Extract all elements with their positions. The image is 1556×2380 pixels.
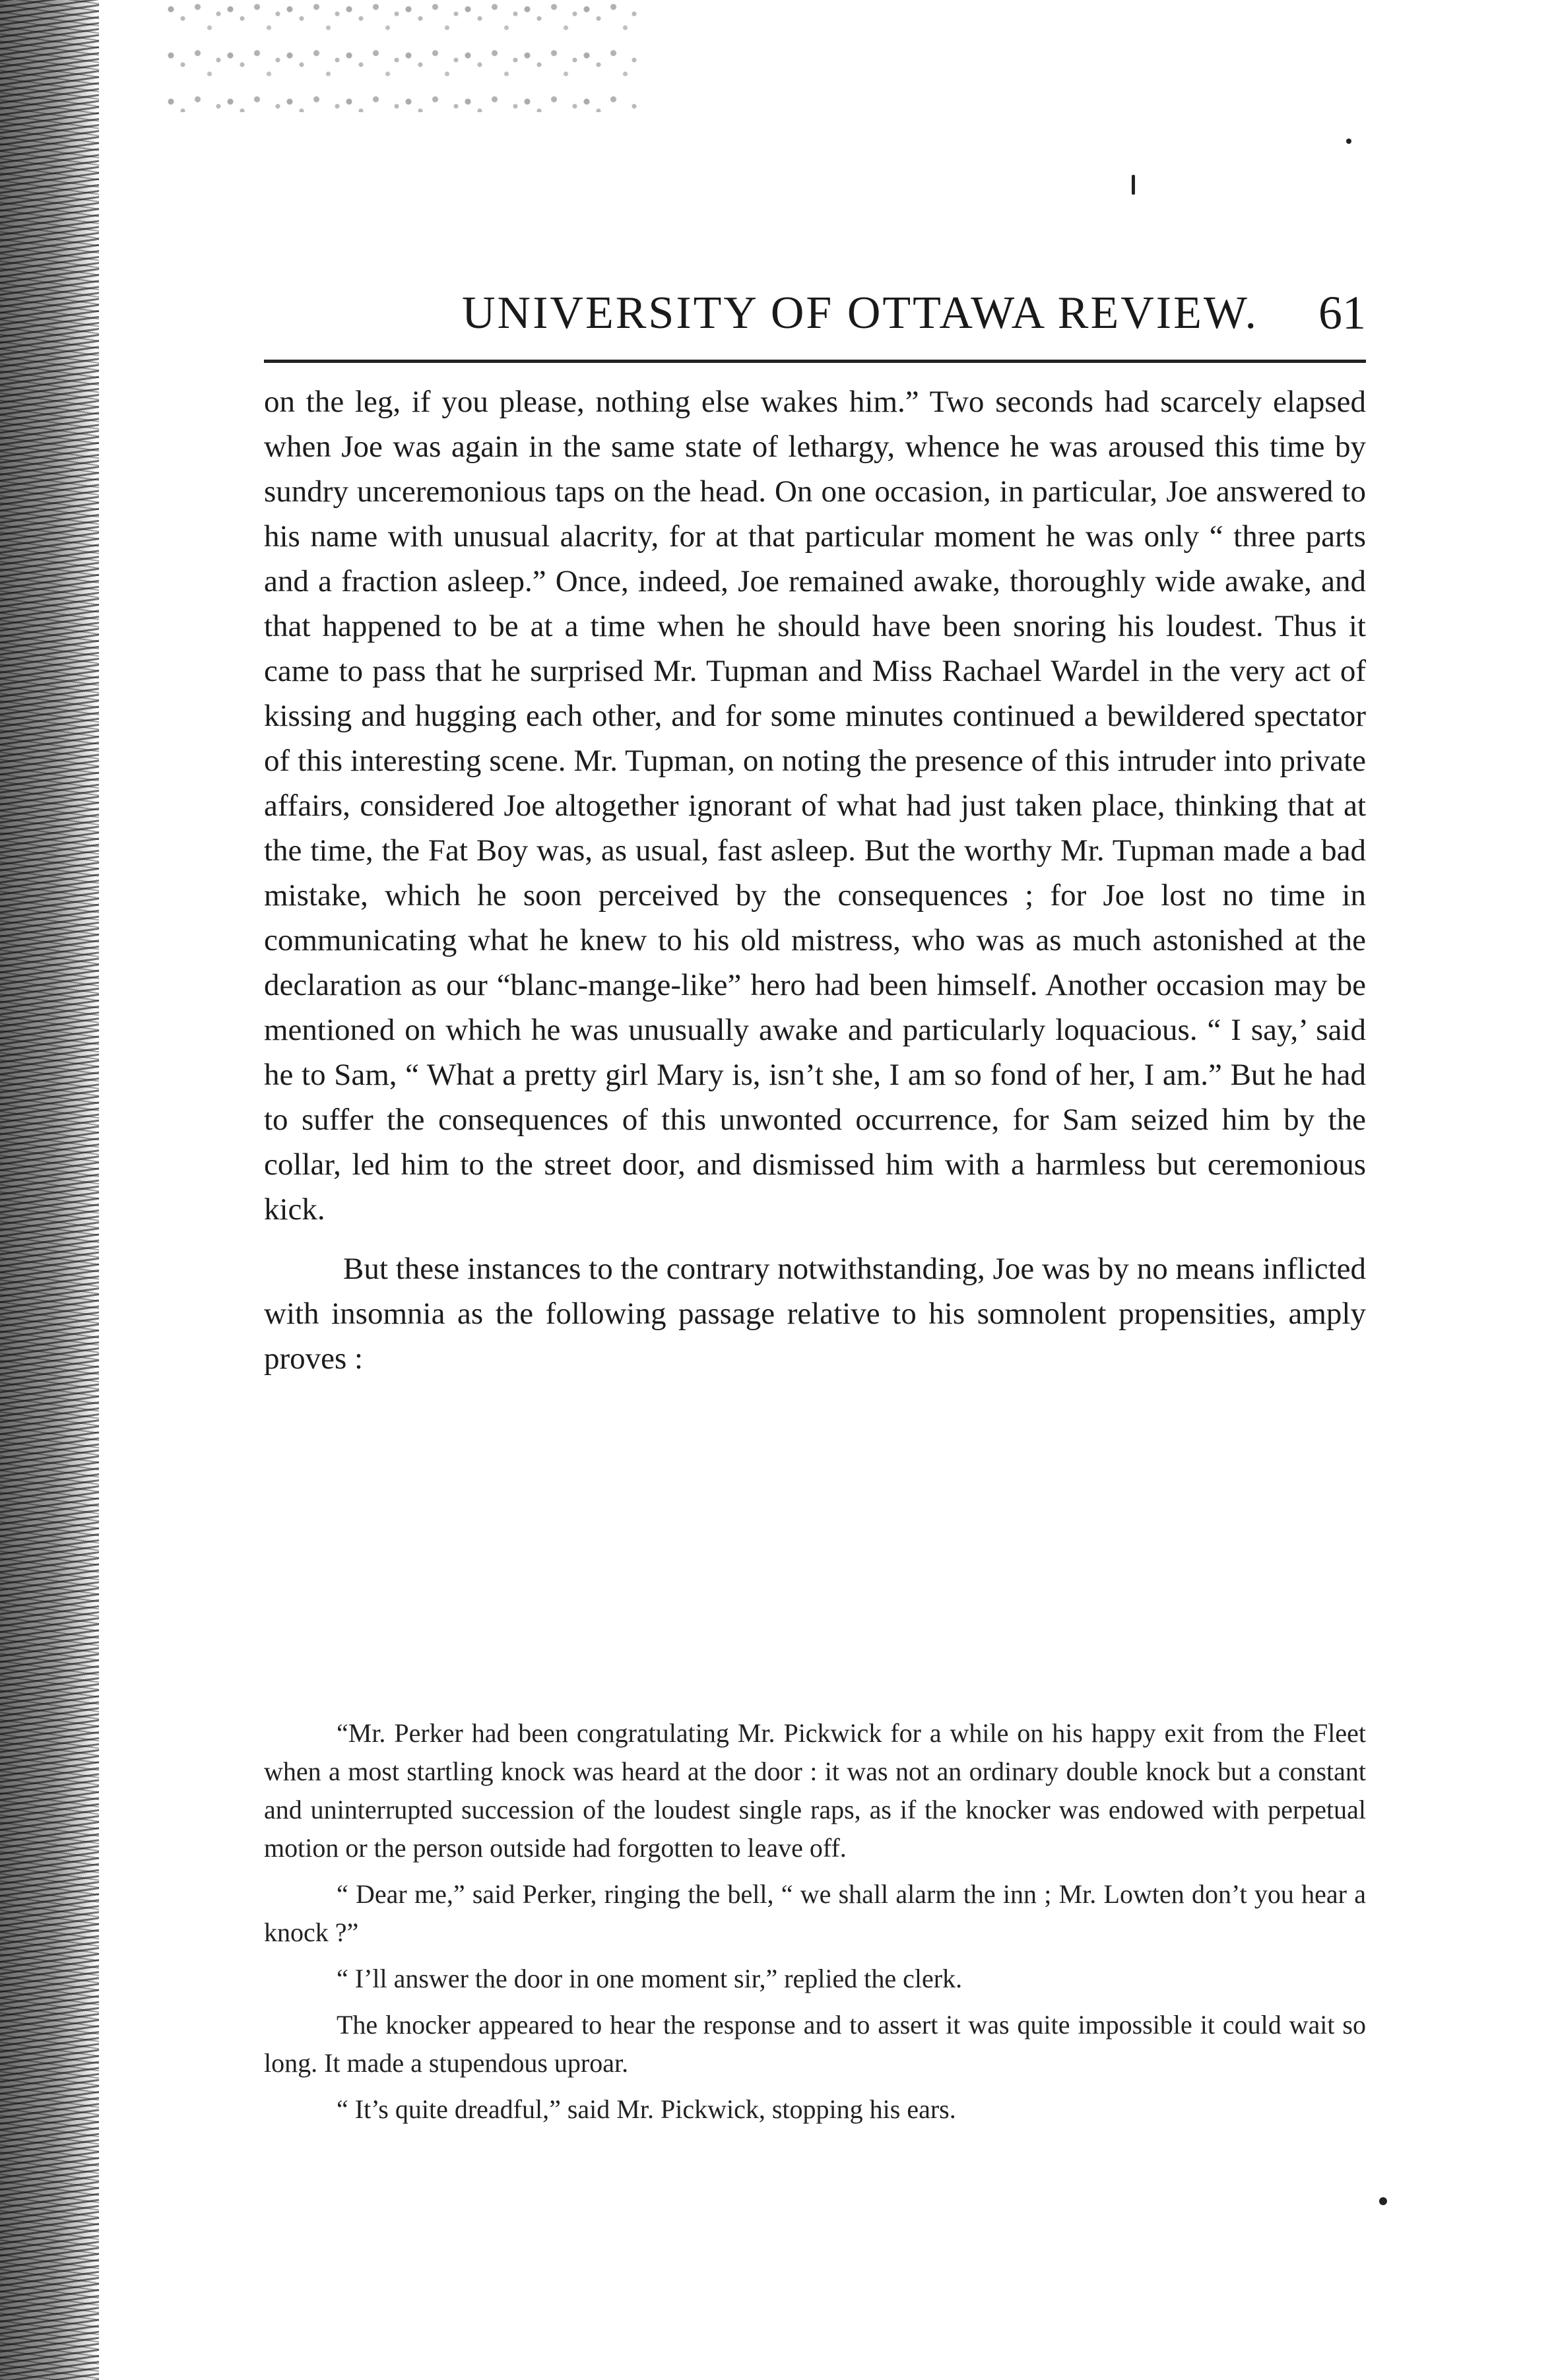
quote-paragraph: “Mr. Perker had been congratulating Mr. Pickwick for a while on his happy exit from the Fleet when a most startling knock was heard at the door : it was not an ordinary double knock but a constant and uninterrupted succession of the loudest single raps, as if the knocker was endowed with perpetual motion or the person outside had forgotten to leave off. [264, 1718, 1366, 1863]
article-body [264, 379, 1366, 1381]
page-number: 61 [1318, 286, 1366, 339]
scan-speck [1132, 175, 1135, 195]
body-paragraph: on the leg, if you please, nothing else wakes him.” Two seconds had scarcely elapsed when Joe was again in the same state of lethargy, whence he was aroused this time by sundry unceremonious taps on the head. On one occasion, in particular, Joe answered to his name with unusual alacrity, for at that particular moment he was only “ three parts and a fraction asleep.” Once, indeed, Joe remained awake, thoroughly wide awake, and that happened to be at a time when he should have been snoring his loudest. Thus it came to pass that he surprised Mr. Tupman and Miss Rachael Wardel in the very act of kissing and hugging each other, and for some minutes continued a bewildered spectator of this interesting scene. Mr. Tupman, on noting the presence of this intruder into private affairs, considered Joe altogether ignorant of what had just taken place, thinking that at the time, the Fat Boy was, as usual, fast asleep. But the worthy Mr. Tupman made a bad mistake, which he soon perceived by the consequences ; for Joe lost no time in communicating what he knew to his old mistress, who was as much astonished at the declaration as our “blanc-mange-like” hero had been himself. Another occasion may be mentioned on which he was unusually awake and particularly loquacious. “ I say,’ said he to Sam, “ What a pretty girl Mary is, isn’t she, I am so fond of her, I am.” But he had to suffer the consequences of this unwonted occurrence, for Sam seized him by the collar, led him to the street door, and dismissed him with a harmless but ceremonious kick. [264, 385, 1366, 1227]
quote-paragraph: The knocker appeared to hear the response and to assert it was quite impossible it could wait so long. It made a stupendous uproar. [264, 2010, 1366, 2078]
scanned-binding-edge [0, 0, 99, 2380]
body-paragraph: But these instances to the contrary notwithstanding, Joe was by no means inflicted with insomnia as the following passage relative to his somnolent propensities, amply proves : [264, 1252, 1366, 1376]
running-head [264, 280, 1366, 353]
quote-paragraph: “ Dear me,” said Perker, ringing the bell, “ we shall alarm the inn ; Mr. Lowten don’t you hear a knock ?” [264, 1879, 1366, 1947]
quote-paragraph: “ I’ll answer the door in one moment sir,” replied the clerk. [337, 1964, 963, 1993]
header-rule [264, 360, 1366, 363]
scan-noise-top [165, 0, 640, 112]
journal-title: UNIVERSITY OF OTTAWA REVIEW. [462, 288, 1258, 338]
scan-speck [1346, 139, 1351, 144]
quote-paragraph: “ It’s quite dreadful,” said Mr. Pickwick, stopping his ears. [337, 2094, 956, 2124]
quoted-passage [264, 1714, 1366, 2137]
scan-speck [1379, 2197, 1387, 2205]
